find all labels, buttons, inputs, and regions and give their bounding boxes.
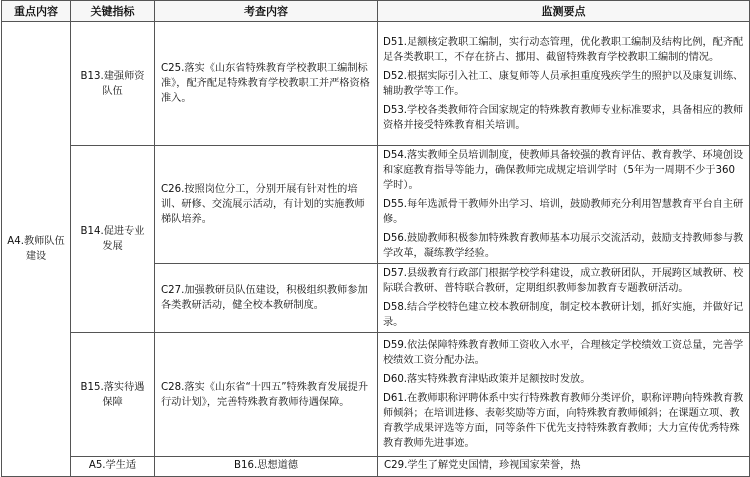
table-row-a5-partial — [2, 457, 750, 477]
point-d60: D60.落实特殊教育津贴政策并足额按时发放。 — [383, 374, 591, 385]
category-a4: A4.教师队伍建设 — [2, 22, 71, 477]
evaluation-table — [1, 0, 750, 477]
content-c27: C27.加强教研员队伍建设，积极组织教师参加各类教研活动，健全校本教研制度。 — [155, 264, 378, 333]
points-c28 — [378, 333, 750, 457]
point-d51: D51.足额核定教职工编制，实行动态管理，优化教职工编制及结构比例，配齐配足各类教职工，不存在挤占、挪用、截留特殊教育学校教职工编制的情况。 — [383, 36, 744, 63]
indicator-b14: B14.促进专业发展 — [71, 146, 155, 333]
point-d55: D55.每年选派骨干教师外出学习、培训，鼓励教师充分利用智慧教育平台自主研修。 — [383, 199, 744, 225]
indicator-b16: B16.思想道德 — [155, 457, 378, 477]
points-c27 — [378, 264, 750, 333]
point-d58: D58.结合学校特色建立校本教研制度，制定校本教研计划，抓好实施，并做好记录。 — [383, 302, 744, 328]
table-row-b15 — [2, 333, 750, 457]
point-d59: D59.依法保障特殊教育教师工资收入水平，合理核定学校绩效工资总量，完善学校绩效工资分配办法。 — [383, 340, 744, 366]
content-c25: C25.落实《山东省特殊教育学校教职工编制标准》，配齐配足特殊教育学校教职工并严格资格准入。 — [155, 22, 378, 146]
header-key-content: 重点内容 — [2, 1, 71, 22]
content-c29: C29.学生了解党史国情，珍视国家荣誉，热 — [378, 457, 750, 477]
category-a5: A5.学生适 — [71, 457, 155, 477]
points-c26 — [378, 146, 750, 264]
header-row — [2, 1, 750, 22]
points-c25 — [378, 22, 750, 146]
point-d54: D54.落实教师全员培训制度，使教师具备较强的教育评估、教育教学、环境创设和家庭教育指导等能力，确保教师完成规定培训学时（5年为一周期不少于360学时）。 — [383, 150, 744, 191]
content-c28: C28.落实《山东省“十四五”特殊教育发展提升行动计划》，完善特殊教育教师待遇保障。 — [155, 333, 378, 457]
header-review-content: 考查内容 — [155, 1, 378, 22]
content-c26: C26.按照岗位分工，分别开展有针对性的培训、研修、交流展示活动，有计划的实施教师梯队培养。 — [155, 146, 378, 264]
header-monitoring-points: 监测要点 — [378, 1, 750, 22]
point-d61: D61.在教师职称评聘体系中实行特殊教育教师分类评价，职称评聘向特殊教育教师倾斜；在培训进修、表彰奖励等方面，向特殊教育教师倾斜；在课题立项、教育教学成果评选等方面，同等条件下优先支持特殊教育教师；大力宣传优秀特殊教育教师先进事迹。 — [383, 393, 744, 449]
point-d56: D56.鼓励教师积极参加特殊教育教师基本功展示交流活动，鼓励支持教师参与教学改革，凝练教学经验。 — [383, 233, 744, 259]
point-d52: D52.根据实际引入社工、康复师等人员承担重度残疾学生的照护以及康复训练、辅助教学等工作。 — [383, 70, 744, 97]
point-d57: D57.县级教育行政部门根据学校学科建设，成立教研团队，开展跨区域教研、校际联合教研、普特联合教研，定期组织教师参加教育专题教研活动。 — [383, 268, 744, 294]
header-key-indicator: 关键指标 — [71, 1, 155, 22]
indicator-b15: B15.落实待遇保障 — [71, 333, 155, 457]
table-row-c26 — [2, 146, 750, 264]
indicator-b13: B13.建强师资队伍 — [71, 22, 155, 146]
table-row-b13 — [2, 22, 750, 146]
point-d53: D53.学校各类教师符合国家规定的特殊教育教师专业标准要求，具备相应的教师资格并接受特殊教育相关培训。 — [383, 104, 744, 131]
